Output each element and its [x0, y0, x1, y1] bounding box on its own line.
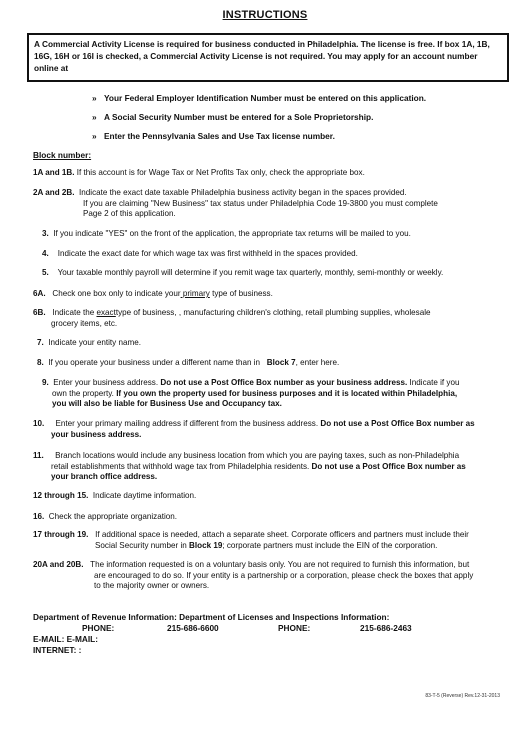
instruction-8: 8. If you operate your business under a different name than in Block 7, enter here.	[37, 358, 340, 367]
requirement-item: » A Social Security Number must be entered for a Sole Proprietorship.	[92, 112, 374, 122]
instruction-10: 10. Enter your primary mailing address if different from the business address. Do not use a Post Office Box number as your business address.	[33, 419, 475, 439]
license-notice-box: A Commercial Activity License is required for business conducted in Philadelphia. The license is free. If box 1A, 1B, 16G, 16H or 16I is checked, a Commercial Activity License is not required. You may apply for an account number online at	[27, 33, 509, 82]
requirement-item: » Enter the Pennsylvania Sales and Use Tax license number.	[92, 131, 335, 141]
revenue-phone: 215-686-6600	[167, 623, 219, 633]
bullet-icon: »	[92, 131, 97, 141]
page-title: INSTRUCTIONS	[222, 9, 308, 21]
instruction-11: 11. Branch locations would include any business location from which you are paying taxes, such as non-Philadelphia retail establishments that withhold wage tax from Philadelphia residents. Do not use a Post Office Box number as your branch office address.	[33, 451, 466, 481]
contact-heading: Department of Revenue Information: Department of Licenses and Inspections Information:	[33, 612, 390, 622]
instruction-9: 9. Enter your business address. Do not use a Post Office Box number as your business address. Indicate if you own the property. If you own the property used for business purposes and it is located within Philadelphia, you will also be liable for Business Use and Occupancy tax.	[42, 378, 460, 408]
instruction-16: 16. Check the appropriate organization.	[33, 512, 177, 521]
instruction-5: 5. Your taxable monthly payroll will determine if you remit wage tax quarterly, monthly, semi-monthly or weekly.	[42, 268, 444, 277]
instruction-3: 3. If you indicate "YES" on the front of the application, the appropriate tax returns will be mailed to you.	[42, 229, 411, 238]
instruction-1a-1b: 1A and 1B. If this account is for Wage Tax or Net Profits Tax only, check the appropriate box.	[33, 168, 365, 177]
instruction-12-15: 12 through 15. Indicate daytime information.	[33, 491, 197, 500]
instruction-20a-20b: 20A and 20B. The information requested is on a voluntary basis only. You are not required to furnish this information, but are encouraged to do so. If your entity is a partnership or a corporation, please check the boxes that apply to the majority owner or owners.	[33, 560, 474, 590]
bullet-icon: »	[92, 112, 97, 122]
internet-row: INTERNET: :	[33, 645, 82, 655]
bullet-icon: »	[92, 93, 97, 103]
instruction-17-19: 17 through 19. If additional space is needed, attach a separate sheet. Corporate officers and partners must include their Social Security number in Block 19; corporate partners must include the EIN of the corporation.	[33, 530, 469, 550]
email-row: E-MAIL: E-MAIL:	[33, 634, 98, 644]
instruction-7: 7. Indicate your entity name.	[37, 338, 141, 347]
instruction-4: 4. Indicate the exact date for which wage tax was first withheld in the spaces provided.	[42, 249, 358, 258]
instruction-2a-2b: 2A and 2B. Indicate the exact date taxable Philadelphia business activity began in the spaces provided. If you are claiming "New Business" tax status under Philadelphia Code 19-3800 you must complete Page 2 of this application.	[33, 188, 438, 218]
instruction-6a: 6A. Check one box only to indicate your primary type of business.	[33, 289, 273, 298]
licenses-phone: 215-686-2463	[360, 623, 412, 633]
requirements-list	[92, 93, 426, 150]
instruction-6b: 6B. Indicate the exacttype of business, , manufacturing children's clothing, retail plumbing supplies, wholesale grocery items, etc.	[33, 308, 431, 328]
requirement-item: » Your Federal Employer Identification Number must be entered on this application.	[92, 93, 427, 103]
phone-row: PHONE: 215-686-6600 PHONE: 215-686-2463	[82, 623, 412, 633]
contact-info	[33, 612, 412, 656]
form-revision: 83-T-5 (Reverse) Rev.12-31-2013	[425, 693, 500, 699]
block-number-heading: Block number:	[33, 150, 92, 160]
